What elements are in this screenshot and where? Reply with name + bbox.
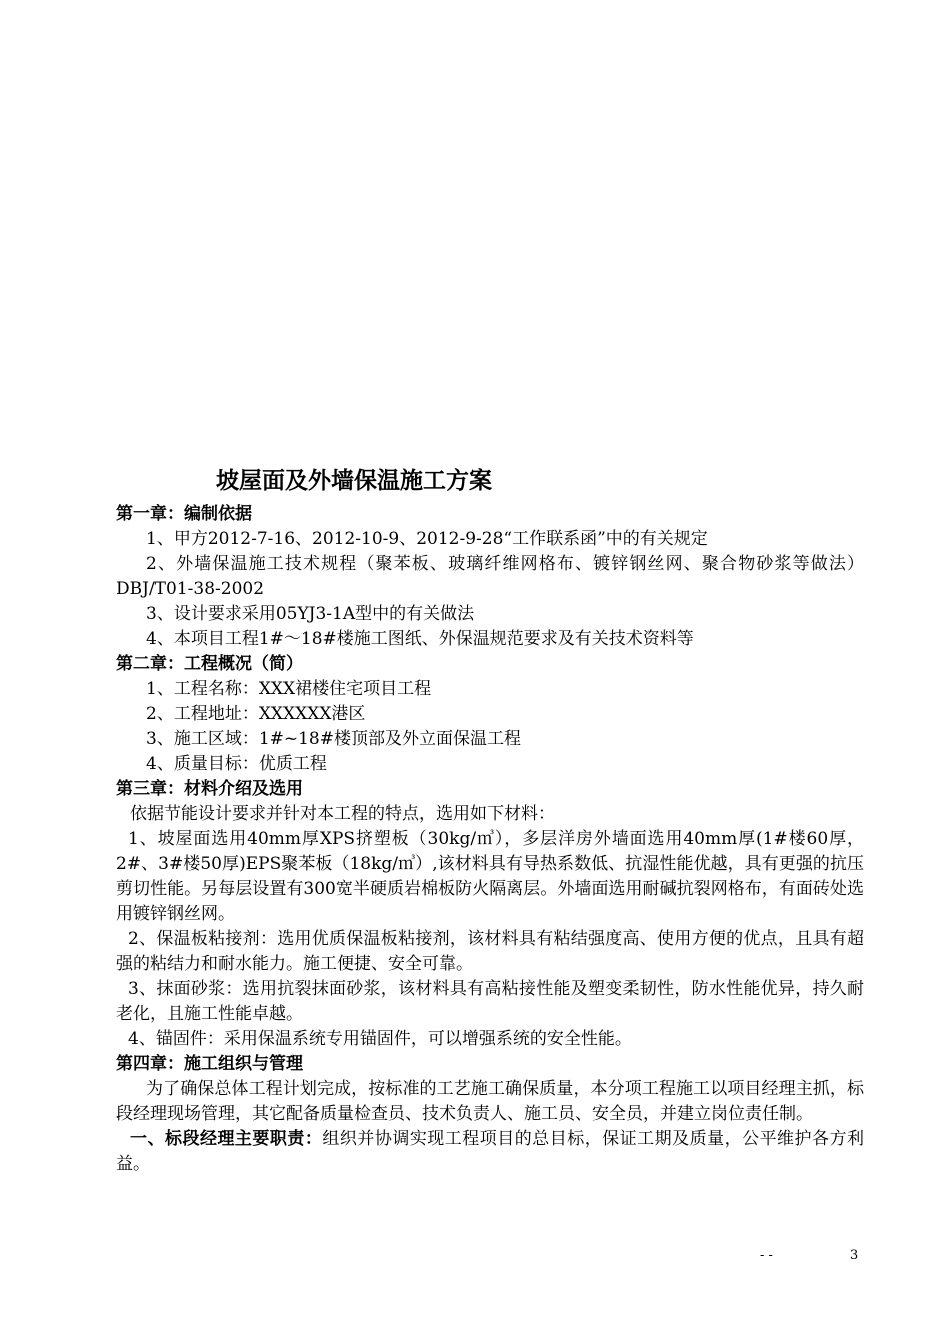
ch1-item-1: 1、甲方2012-7-16、2012-10-9、2012-9-28“工作联系函”中的有关规定: [146, 529, 708, 549]
chapter-1-heading: 第一章：编制依据: [116, 504, 252, 524]
ch3-intro: 依据节能设计要求并针对本工程的特点，选用如下材料：: [130, 804, 555, 824]
ch2-item-3: 3、施工区域：1#~18#楼顶部及外立面保温工程: [146, 729, 521, 749]
ch3-item-3: 3、抹面砂浆：选用抗裂抹面砂浆，该材料具有高粘接性能及塑变柔韧性，防水性能优异，持久耐老化，且施工性能卓越。: [116, 979, 864, 1024]
ch1-item-2: 2、外墙保温施工技术规程（聚苯板、玻璃纤维网格布、镀锌钢丝网、聚合物砂浆等做法） DBJ/T01-38-2002: [116, 554, 864, 599]
ch3-item-2: 2、保温板粘接剂：选用优质保温板粘接剂，该材料具有粘结强度高、使用方便的优点，且具有超强的粘结力和耐水能力。施工便捷、安全可靠。: [116, 929, 864, 974]
page-number: 3: [850, 1248, 859, 1263]
ch3-item-4: 4、锚固件：采用保温系统专用锚固件，可以增强系统的安全性能。: [128, 1029, 632, 1049]
document-title: 坡屋面及外墙保温施工方案: [216, 468, 492, 494]
ch1-item-4: 4、本项目工程1#～18#楼施工图纸、外保温规范要求及有关技术资料等: [146, 629, 694, 649]
duty-label: 一、标段经理主要职责：: [130, 1129, 323, 1149]
chapter-3-heading: 第三章：材料介绍及选用: [116, 779, 303, 799]
ch2-item-1: 1、工程名称：XXX裙楼住宅项目工程: [146, 679, 432, 699]
document-body: [116, 462, 864, 1177]
ch4-intro: 为了确保总体工程计划完成，按标准的工艺施工确保质量，本分项工程施工以项目经理主抓，标段经理现场管理，其它配备质量检查员、技术负责人、施工员、安全员，并建立岗位责任制。: [116, 1079, 864, 1124]
ch1-item-3: 3、设计要求采用05YJ3-1A型中的有关做法: [146, 604, 475, 624]
duty-text: 组织并协调实现工程项目的总目标，保证工期及质量，公平维护各方利益。: [116, 1129, 865, 1174]
ch3-item-1: 1、坡屋面选用40mm厚XPS挤塑板（30kg/㎥），多层洋房外墙面选用40mm厚(1#楼60厚，2#、3#楼50厚)EPS聚苯板（18kg/㎥）,该材料具有导热系数低、抗湿性能优越，具有更强的抗压剪切性能。另每层设置有300宽半硬质岩棉板防火隔离层。外墙面选用耐碱抗裂网格布，有面砖处选用镀锌钢丝网。: [116, 829, 864, 924]
chapter-2-heading: 第二章：工程概况（简）: [116, 654, 303, 674]
ch4-duty-paragraph: [116, 1127, 864, 1177]
ch2-item-4: 4、质量目标：优质工程: [146, 754, 327, 774]
ch2-item-2: 2、工程地址：XXXXXX港区: [146, 704, 366, 724]
chapter-4-heading: 第四章：施工组织与管理: [116, 1054, 303, 1074]
footer-dash: - -: [760, 1248, 773, 1263]
